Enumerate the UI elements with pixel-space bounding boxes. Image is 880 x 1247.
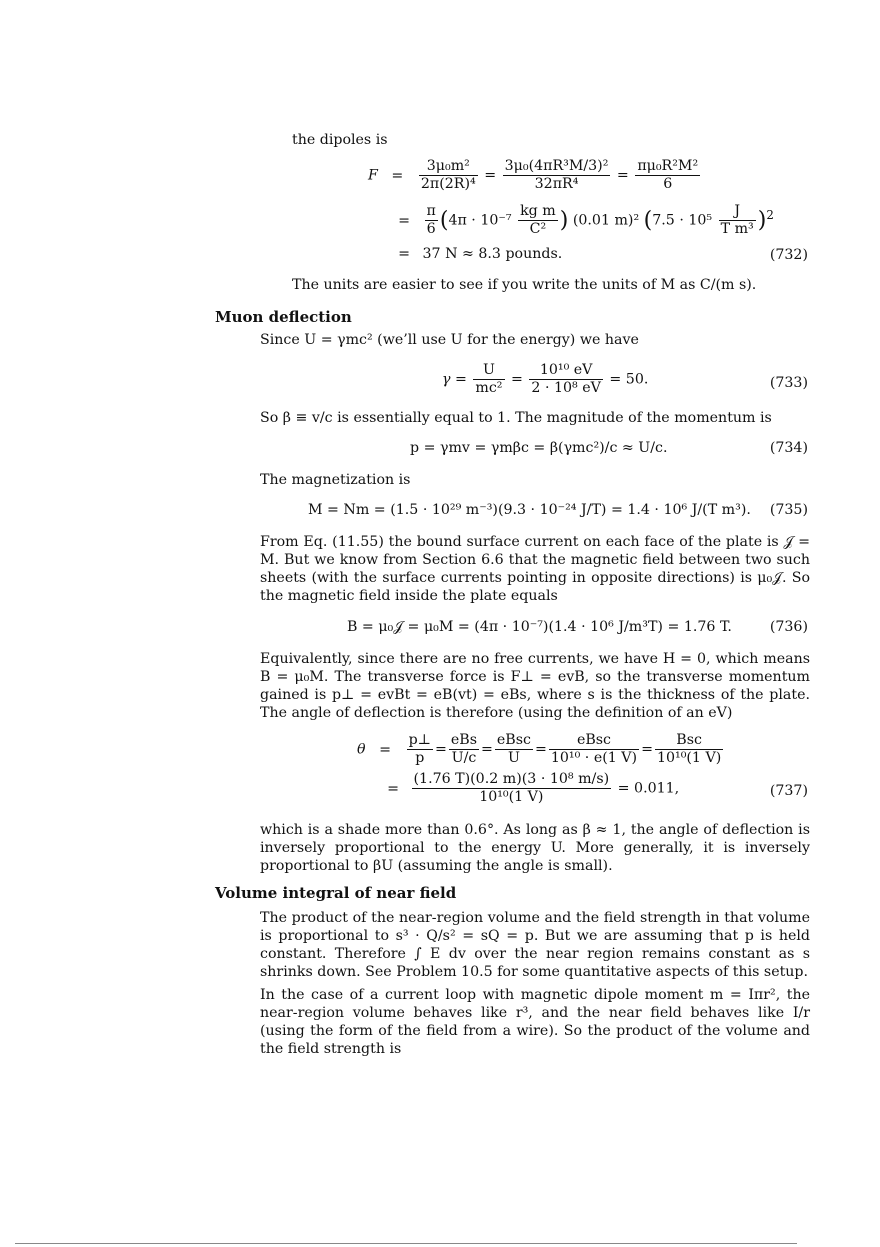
muon-p3: The magnetization is (260, 472, 411, 488)
eq732-lhs: F (368, 167, 378, 184)
eq737-number: (737) (769, 783, 808, 799)
eq732-line1: F = $\frac{\text{3μ₀m²}}{\text{2π(2R)⁴}}$ = $\frac{\text{3μ₀(4πR³M/3)²}}{\text{32πR⁴}}$ = $\frac{\text{πμ₀R²M²}}{6}$ (368, 158, 699, 192)
volume-p2: In the case of a current loop with magnetic dipole moment m = Iπr², the near-region volume behaves like r³, and the near field behaves like I/r (using the form of the field from a wire). So the product of the volume and the field strength is (260, 987, 810, 1057)
section-title-volume: Volume integral of near field (215, 884, 457, 902)
eq732-frac1: $\frac{\text{3μ₀m²}}{\text{2π(2R)⁴}}$ (420, 158, 476, 192)
eq733-number: (733) (769, 375, 808, 391)
eq736: B = μ₀𝒥 = μ₀M = (4π · 10⁻⁷)(1.4 · 10⁶ J/m³T) = 1.76 T. (347, 619, 732, 635)
section-title-muon: Muon deflection (215, 308, 352, 326)
eq732-exp: 2 (766, 207, 774, 222)
muon-p2: So β ≡ v/c is essentially equal to 1. The magnitude of the momentum is (260, 410, 772, 426)
muon-p5: Equivalently, since there are no free currents, we have H = 0, which means B = μ₀M. The transverse force is F⊥ = evB, so the transverse momentum gained is p⊥ = evBt = eB(vt) = eBs, where s is the thickness of the plate. The angle of deflection is therefore (using the definition of an eV) (260, 651, 810, 721)
eq732-frac2: $\frac{\text{3μ₀(4πR³M/3)²}}{\text{32πR⁴}}$ (504, 158, 609, 192)
eq732-number: (732) (769, 247, 808, 263)
eq732-pi-frac: $\frac{\pi}{6}$ (426, 203, 436, 237)
footer-rule (15, 1243, 797, 1244)
eq732-frac3: $\frac{\text{πμ₀R²M²}}{6}$ (637, 158, 699, 192)
muon-p6: which is a shade more than 0.6°. As long as β ≈ 1, the angle of deflection is inversely proportional to the energy U. More generally, it is inversely proportional to βU (assuming the angle is small). (260, 822, 810, 874)
eq732-line3: = 37 N ≈ 8.3 pounds. (398, 246, 563, 262)
eq732-mid: 4π · 10⁻⁷ (448, 212, 512, 229)
eq732-len: (0.01 m)² (572, 212, 640, 229)
muon-p1: Since U = γmc² (we’ll use U for the energy) we have (260, 332, 639, 348)
eq736-number: (736) (769, 619, 808, 635)
eq732-line2: = $\frac{\pi}{6}$ (4π · 10⁻⁷ $\frac{\text{kg m}}{\text{C²}}$ ) (0.01 m)² (7.5 · 10⁵ $\frac{J}{\text{T m³}}$ )$^2$ (398, 203, 774, 237)
eq732-unit-frac: $\frac{\text{kg m}}{\text{C²}}$ (520, 203, 556, 237)
eq733: γ = $\frac{U}{\text{mc²}}$ = $\frac{\text{10¹⁰ eV}}{\text{2 · 10⁸ eV}}$ = 50. (442, 362, 649, 396)
eq734-number: (734) (769, 440, 808, 456)
eq734: p = γmv = γmβc = β(γmc²)/c ≈ U/c. (410, 440, 668, 456)
eq735: M = Nm = (1.5 · 10²⁹ m⁻³)(9.3 · 10⁻²⁴ J/T) = 1.4 · 10⁶ J/(T m³). (308, 502, 751, 518)
eq737-line1: θ = $\frac{p\perp}{p}$ = $\frac{\text{eBs}}{U/c}$ = $\frac{\text{eBsc}}{U}$ = $\frac{\text{eBsc}}{\text{10¹⁰ · e(1 V)}}$ = $\frac{\text{Bsc}}{\text{10¹⁰(1 V)}}$ (357, 732, 722, 766)
volume-p1: The product of the near-region volume and the field strength in that volume is proportional to s³ · Q/s² = sQ = p. But we are assuming that p is held constant. Therefore ∫ E dv over the near region remains constant as s shrinks down. See Problem 10.5 for some quantitative aspects of this setup. (260, 910, 810, 980)
eq735-number: (735) (769, 502, 808, 518)
eq732-mag: 7.5 · 10⁵ (652, 212, 713, 229)
eq737-line2: = $\frac{\text{(1.76 T)(0.2 m)(3 · 10⁸ m/s)}}{\text{10¹⁰(1 V)}}$ = 0.011, (387, 771, 680, 805)
units-note: The units are easier to see if you write the units of M as C/(m s). (292, 277, 757, 293)
eq732-j-frac: $\frac{J}{\text{T m³}}$ (720, 203, 754, 237)
muon-p4: From Eq. (11.55) the bound surface current on each face of the plate is 𝒥 = M. But we know from Section 6.6 that the magnetic field between two such sheets (with the surface currents pointing in opposite directions) is μ₀𝒥. So the magnetic field inside the plate equals (260, 534, 810, 604)
intro-text: the dipoles is (292, 132, 388, 148)
eq732-rel: = (391, 167, 404, 184)
